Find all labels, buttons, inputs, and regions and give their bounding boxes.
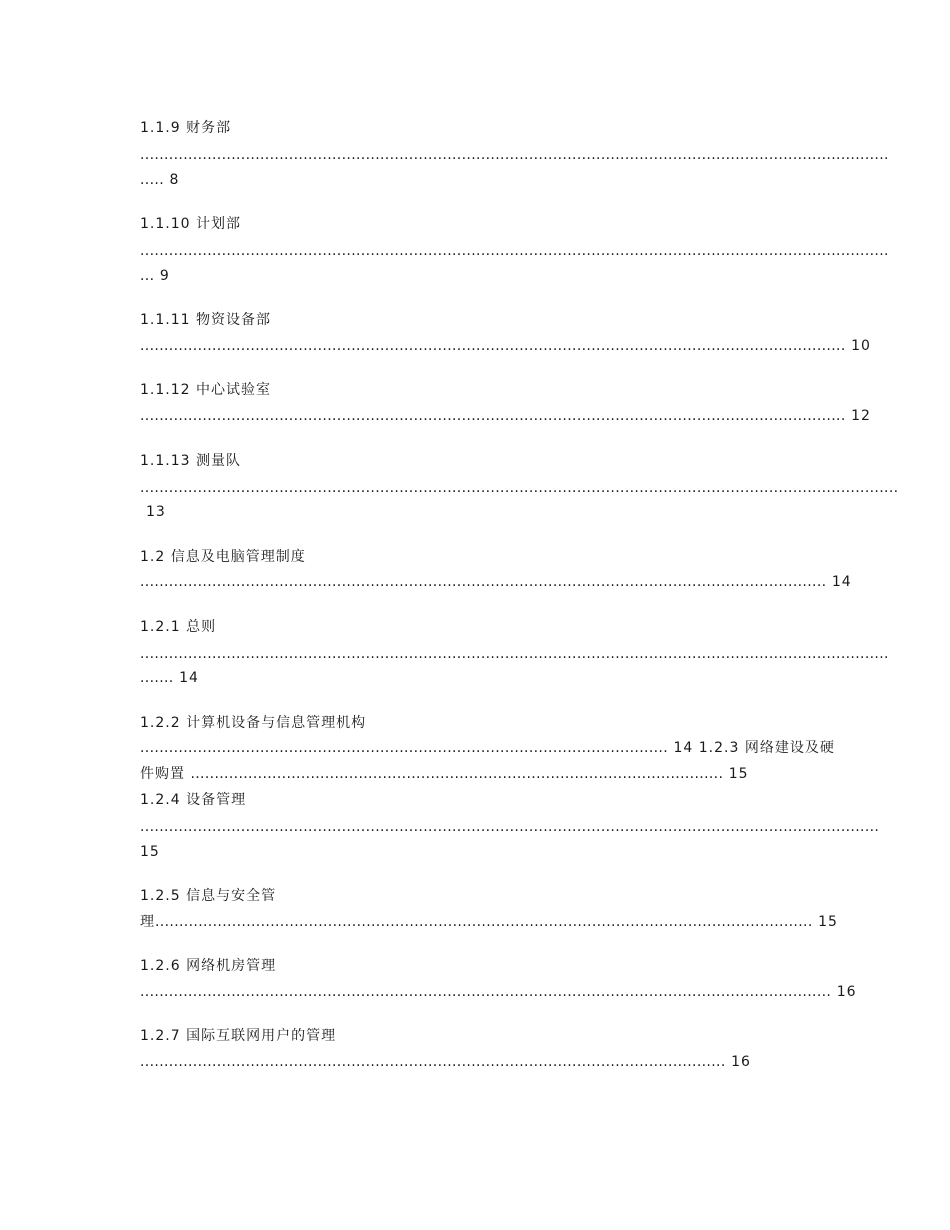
toc-page-number: 16 xyxy=(836,984,857,1000)
toc-entry-line xyxy=(140,1052,751,1072)
toc-page-number: 10 xyxy=(851,338,871,354)
toc-page-number: 13 xyxy=(146,504,166,520)
toc-leader-dots: ..... xyxy=(140,172,165,188)
toc-leader-dots: .............................................................................................................. xyxy=(140,740,669,756)
toc-leader-dots: ............................................................................................................................................... xyxy=(140,574,827,590)
toc-entry-title: 1.2.7 国际互联网用户的管理 xyxy=(140,1028,337,1044)
toc-entry-title: 1.1.9 财务部 xyxy=(140,120,232,136)
toc-leader-dots: ....... xyxy=(140,670,174,686)
toc-leader-dots: ................................................................................................................................................ xyxy=(140,984,832,1000)
toc-page-number: 14 xyxy=(673,740,694,756)
toc-entry-line xyxy=(140,406,871,426)
toc-leader-dots: ............................................................................................................................................................ xyxy=(140,646,889,662)
toc-page-number: 15 xyxy=(728,766,749,782)
toc-leader-dots: .............................................................................................................................................................. xyxy=(140,480,899,496)
toc-leader-dots: ... xyxy=(140,268,155,284)
toc-leader-dots: .......................................................................................................................... xyxy=(140,1054,726,1070)
toc-page-number: 15 xyxy=(140,844,160,860)
toc-entry-title: 1.1.13 测量队 xyxy=(140,453,241,469)
toc-entry-line xyxy=(140,982,857,1002)
toc-page-number: 14 xyxy=(831,574,852,590)
toc-page-number: 15 xyxy=(818,914,838,930)
toc-entry-title: 1.2.4 设备管理 xyxy=(140,792,247,808)
toc-page-number: 12 xyxy=(851,408,871,424)
toc-entry-title: 1.1.10 计划部 xyxy=(140,216,241,232)
toc-entry-title: 1.2.1 总则 xyxy=(140,619,217,635)
toc-entry-line xyxy=(140,668,199,688)
toc-entry-line xyxy=(140,764,749,784)
toc-entry-line xyxy=(140,572,852,592)
toc-entry-title: 1.1.12 中心试验室 xyxy=(140,382,271,398)
toc-leader-dots: .......................................................................................................................................................... xyxy=(140,819,880,835)
toc-entry-title: 件购置 xyxy=(140,766,185,782)
toc-leader-dots: ............................................................................................................... xyxy=(190,766,724,782)
toc-entry-title: 1.2 信息及电脑管理制度 xyxy=(140,549,306,565)
toc-leader-dots: ................................................................................................................................................... xyxy=(140,408,846,424)
toc-entry-title: 1.2.6 网络机房管理 xyxy=(140,958,277,974)
toc-entry-line xyxy=(140,336,871,356)
toc-entry-line xyxy=(140,170,179,190)
toc-page-number: 9 xyxy=(159,268,170,284)
toc-entry-title: 1.2.2 计算机设备与信息管理机构 xyxy=(140,715,367,731)
toc-entry-line xyxy=(140,912,838,932)
toc-leader-dots: ................................................................................................................................................... xyxy=(140,338,846,354)
toc-leader-dots: ............................................................................................................................................................ xyxy=(140,243,889,259)
toc-page-number: 16 xyxy=(731,1054,751,1070)
toc-leader-dots: ......................................................................................................................................... xyxy=(155,914,813,930)
toc-entry-line xyxy=(140,738,835,758)
toc-entry-title: 1.2.5 信息与安全管 xyxy=(140,888,277,904)
toc-entry-title: 理 xyxy=(140,914,155,930)
toc-page-number: 14 xyxy=(179,670,199,686)
toc-entry-title: 1.1.11 物资设备部 xyxy=(140,312,271,328)
toc-entry-line xyxy=(140,266,170,286)
toc-entry-title: 1.2.3 网络建设及硬 xyxy=(698,740,835,756)
toc-page-number: 8 xyxy=(169,172,180,188)
toc-leader-dots: ............................................................................................................................................................ xyxy=(140,147,889,163)
